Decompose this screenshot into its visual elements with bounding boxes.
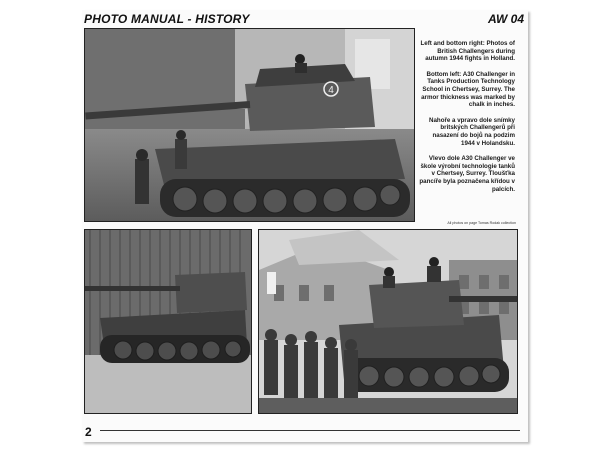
page-code: AW 04 <box>487 12 524 26</box>
caption-cz-top-bottom-right: Nahoře a vpravo dole snímky britských Challengerů při nasazení do bojů na podzim 1944 v Holandsku. <box>429 116 515 147</box>
photo-credit: All photos on page Tomas Rodak collection <box>447 221 516 225</box>
photo-challenger-holland-image <box>85 29 414 221</box>
photo-challenger-chertsey-image <box>85 230 251 413</box>
caption-en-left-bottom-right: Left and bottom right: Photos of British Challengers during autumn 1944 fights in Holland. <box>420 40 515 63</box>
photo-challenger-chertsey <box>84 229 252 414</box>
page-section-title: PHOTO MANUAL - HISTORY <box>84 12 250 26</box>
footer-rule <box>100 430 520 431</box>
photo-challenger-holland-crowd-image <box>259 230 517 413</box>
photo-captions <box>419 40 515 201</box>
photo-challenger-holland <box>84 28 415 222</box>
photo-challenger-holland-crowd <box>258 229 518 414</box>
caption-en-bottom-left: Bottom left: A30 Challenger in Tanks Production Technology School in Chertsey, Surrey. The armor thickness was marked by chalk in inches. <box>421 70 515 109</box>
page-number: 2 <box>85 425 92 439</box>
turret-number: 4 <box>328 85 334 96</box>
caption-cz-bottom-left: Vlevo dole A30 Challenger ve škole výrobní technologie tanků v Chertsey, Surrey. Tloušťka pancíře byla poznačena křídou v palcích. <box>419 155 515 193</box>
